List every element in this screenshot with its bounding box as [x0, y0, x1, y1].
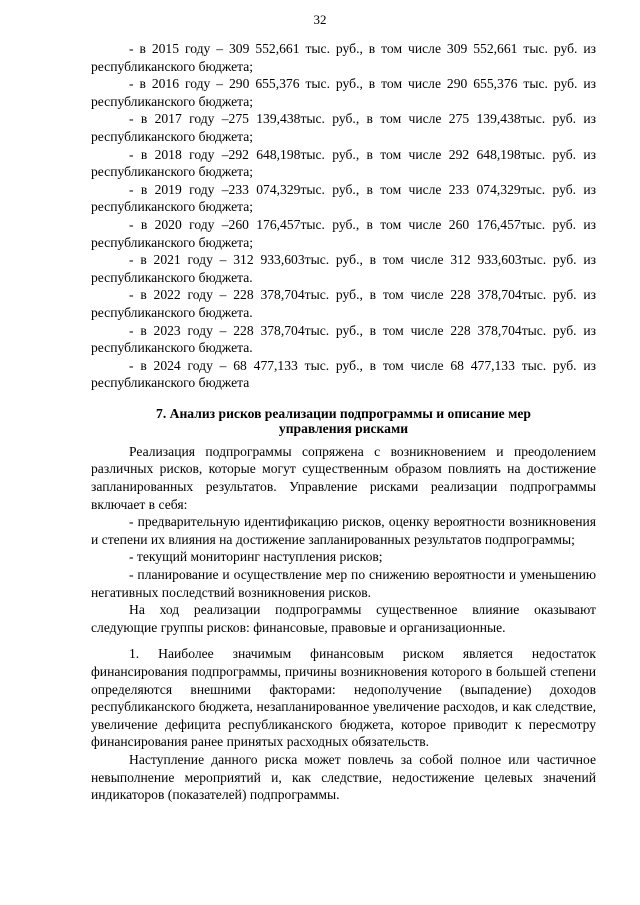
- funding-item-2023: [91, 322, 596, 357]
- funding-item-2016: [91, 75, 596, 110]
- body-paragraph: На ход реализации подпрограммы существенное влияние оказывают следующие группы рисков: финансовые, правовые и организационные.: [91, 602, 596, 635]
- section-heading-line: 7. Анализ рисков реализации подпрограммы и описание мер: [156, 405, 531, 421]
- funding-item-line: - в 2022 году – 228 378,704тыс. руб., в том числе 228 378,704тыс. руб. из: [129, 287, 596, 303]
- funding-item-line: республиканского бюджета: [91, 375, 250, 391]
- funding-item-line: - в 2016 году – 290 655,376 тыс. руб., в том числе 290 655,376 тыс. руб.: [129, 76, 578, 92]
- funding-item-2020: [91, 216, 596, 251]
- funding-item-line: республиканского бюджета.: [91, 269, 253, 285]
- risk-list-item: - планирование и осуществление мер по снижению вероятности и уменьшению негативных последствий возникновения рисков.: [91, 567, 596, 600]
- funding-item-2018: [91, 146, 596, 181]
- funding-item-2017: [91, 110, 596, 145]
- funding-item-line: из республиканского бюджета;: [91, 41, 596, 74]
- funding-item-line: - в 2018 году –292 648,198тыс. руб., в том числе 292 648,198тыс. руб. из: [129, 146, 596, 162]
- body-paragraph: Реализация подпрограммы сопряжена с возникновением и преодолением различных рисков, которые могут существенным образом повлиять на достижение запланированных результатов. Управление рисками реализации подпрограммы включает в себя:: [91, 443, 596, 512]
- funding-item-2024: [91, 357, 596, 392]
- funding-item-line: республиканского бюджета;: [91, 128, 254, 144]
- funding-item-line: из республиканского бюджета;: [91, 76, 596, 109]
- funding-item-line: республиканского бюджета;: [91, 199, 254, 215]
- funding-item-line: республиканского бюджета;: [91, 164, 254, 180]
- funding-item-line: - в 2017 году –275 139,438тыс. руб., в том числе 275 139,438тыс. руб. из: [129, 111, 596, 127]
- risk-list-item: - текущий мониторинг наступления рисков;: [129, 549, 383, 565]
- funding-list: [91, 40, 596, 392]
- funding-item-line: - в 2021 году – 312 933,603тыс. руб., в том числе 312 933,603тыс. руб. из: [129, 252, 596, 268]
- funding-item-2019: [91, 181, 596, 216]
- funding-item-line: - в 2024 году – 68 477,133 тыс. руб., в том числе 68 477,133 тыс. руб. из: [129, 357, 596, 373]
- funding-item-2015: [91, 40, 596, 75]
- risk-list-item: - предварительную идентификацию рисков, оценку вероятности возникновения и степени их влияния на достижение запланированных результатов подпрограммы;: [91, 514, 596, 547]
- funding-item-2021: [91, 251, 596, 286]
- page-number: 32: [313, 12, 327, 27]
- funding-item-line: - в 2023 году – 228 378,704тыс. руб., в том числе 228 378,704тыс. руб. из: [129, 322, 596, 338]
- page-content: [91, 40, 596, 804]
- funding-item-line: республиканского бюджета.: [91, 340, 253, 356]
- funding-item-line: - в 2020 году –260 176,457тыс. руб., в том числе 260 176,457тыс. руб. из: [129, 216, 596, 232]
- funding-item-line: республиканского бюджета.: [91, 304, 253, 320]
- funding-item-line: - в 2019 году –233 074,329тыс. руб., в том числе 233 074,329тыс. руб. из: [129, 181, 596, 197]
- funding-item-2022: [91, 286, 596, 321]
- section-body: [91, 443, 596, 804]
- body-paragraph: Наступление данного риска может повлечь за собой полное или частичное невыполнение мероприятий и, как следствие, недостижение целевых значений индикаторов (показателей) подпрограммы.: [91, 751, 596, 803]
- section-heading-line: управления рисками: [278, 421, 409, 437]
- funding-item-line: республиканского бюджета;: [91, 234, 254, 250]
- section-heading: [91, 406, 596, 437]
- body-paragraph: 1. Наиболее значимым финансовым риском является недостаток финансирования подпрограммы, причины возникновения которого в большей степени определяются внешними факторами: недополучение (выпадение) доходов республиканского бюджета, незапланированное увеличение расходов, и как следствие, увеличение дефицита республиканского бюджета, которое приводит к пересмотру финансирования ранее принятых расходных обязательств.: [91, 646, 596, 750]
- funding-item-line: - в 2015 году – 309 552,661 тыс. руб., в том числе 309 552,661 тыс. руб.: [129, 41, 578, 56]
